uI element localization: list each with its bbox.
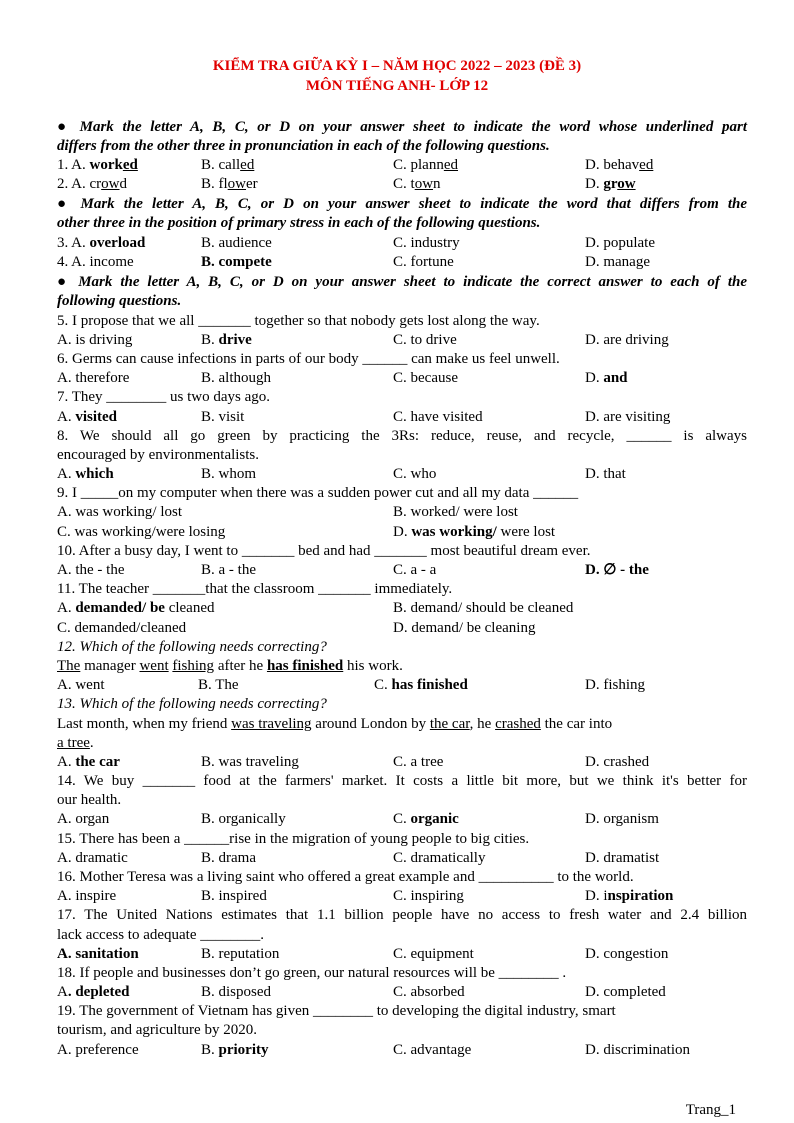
q1-option-d: D. behaved: [585, 157, 654, 173]
q11-option-a: A. demanded/ be cleaned: [57, 600, 215, 616]
q12-stem: 12. Which of the following needs correcting?: [57, 639, 327, 655]
q13-sentence-line2: a tree.: [57, 735, 94, 751]
q11-options-row1: [57, 599, 747, 618]
q7-option-d: D. are visiting: [585, 409, 671, 425]
q16-option-d: D. inspiration: [585, 888, 674, 904]
exam-subject: MÔN TIẾNG ANH- LỚP 12: [305, 78, 489, 94]
q5-stem: 5. I propose that we all _______ together so that nobody gets lost along the way.: [57, 313, 540, 329]
q16-stem: 16. Mother Teresa was a living saint who offered a great example and __________ to the world.: [57, 869, 634, 885]
q14-option-a: A. organ: [57, 811, 110, 827]
q17-option-b: B. reputation: [201, 946, 280, 962]
q4-option-c: C. fortune: [393, 254, 454, 270]
section3-instruction-line1: ● Mark the letter A, B, C, or D on your answer sheet to indicate the correct answer to each of the: [57, 274, 747, 290]
q10-option-d: D. ∅ - the: [585, 562, 649, 578]
q14-options: [57, 810, 747, 829]
q14-stem-line2: our health.: [57, 792, 122, 808]
q17-option-a: A. sanitation: [57, 946, 139, 962]
section2-instruction-line2: other three in the position of primary stress in each of the following questions.: [57, 215, 541, 231]
q4-option-a: 4. A. income: [57, 254, 134, 270]
q9-options-row2: [57, 523, 747, 542]
q11-option-c: C. demanded/cleaned: [57, 620, 187, 636]
q14-stem-line1: 14. We buy _______ food at the farmers' market. It costs a little bit more, but we think it's better for: [57, 773, 747, 789]
section3-instruction-line2: following questions.: [57, 293, 182, 309]
q2-option-a: 2. A. crowd: [57, 176, 128, 192]
q18-option-c: C. absorbed: [393, 984, 465, 1000]
q8-stem-line2: encouraged by environmentalists.: [57, 447, 260, 463]
q13-sentence-line1: Last month, when my friend was traveling around London by the car, he crashed the car into: [57, 716, 613, 732]
q1-option-b: B. called: [201, 157, 255, 173]
q13-options: [57, 753, 747, 772]
section1-instruction-line1: ● Mark the letter A, B, C, or D on your answer sheet to indicate the word whose underlined part: [57, 119, 747, 135]
q10-option-b: B. a - the: [201, 562, 256, 578]
page-number: Trang_1: [685, 1102, 736, 1118]
section2-instruction-line1: ● Mark the letter A, B, C, or D on your answer sheet to indicate the word that differs from the: [57, 196, 747, 212]
q17-stem-line1: 17. The United Nations estimates that 1.1 billion people have no access to fresh water and 2.4 billion: [57, 907, 747, 923]
question-1: [57, 156, 747, 175]
q16-option-a: A. inspire: [57, 888, 117, 904]
q15-stem: 15. There has been a ______rise in the migration of young people to big cities.: [57, 831, 530, 847]
q12-sentence: The manager went fishing after he has finished his work.: [57, 658, 403, 674]
q10-stem: 10. After a busy day, I went to _______ bed and had _______ most beautiful dream ever.: [57, 543, 591, 559]
q19-stem-line1: 19. The government of Vietnam has given ________ to developing the digital industry, smart: [57, 1003, 616, 1019]
question-2: [57, 175, 747, 194]
q5-option-a: A. is driving: [57, 332, 133, 348]
q8-option-d: D. that: [585, 466, 626, 482]
q15-option-d: D. dramatist: [585, 850, 660, 866]
q10-option-a: A. the - the: [57, 562, 125, 578]
q19-options: [57, 1041, 747, 1060]
q3-option-d: D. populate: [585, 235, 655, 251]
q5-options: [57, 331, 747, 350]
q1-option-a: 1. A. worked: [57, 157, 138, 173]
q17-option-c: C. equipment: [393, 946, 474, 962]
q9-stem: 9. I _____on my computer when there was a sudden power cut and all my data ______: [57, 485, 579, 501]
q1-option-c: C. planned: [393, 157, 459, 173]
q8-options: [57, 465, 747, 484]
q12-option-b: B. The: [198, 677, 239, 693]
q11-options-row2: [57, 619, 747, 638]
q3-option-c: C. industry: [393, 235, 460, 251]
q4-option-b: B. compete: [201, 254, 272, 270]
q2-option-b: B. flower: [201, 176, 258, 192]
q13-option-b: B. was traveling: [201, 754, 299, 770]
q13-option-c: C. a tree: [393, 754, 444, 770]
q8-stem-line1: 8. We should all go green by practicing the 3Rs: reduce, reuse, and recycle, ______ is always: [57, 428, 747, 444]
q8-option-a: A. which: [57, 466, 114, 482]
q19-stem-line2: tourism, and agriculture by 2020.: [57, 1022, 257, 1038]
q15-option-a: A. dramatic: [57, 850, 128, 866]
q15-options: [57, 849, 747, 868]
q19-option-a: A. preference: [57, 1042, 139, 1058]
q6-stem: 6. Germs can cause infections in parts of our body ______ can make us feel unwell.: [57, 351, 560, 367]
q13-option-d: D. crashed: [585, 754, 650, 770]
q4-option-d: D. manage: [585, 254, 650, 270]
q5-option-b: B. drive: [201, 332, 252, 348]
q16-option-c: C. inspiring: [393, 888, 464, 904]
q17-option-d: D. congestion: [585, 946, 669, 962]
q10-options: [57, 561, 747, 580]
q5-option-c: C. to drive: [393, 332, 457, 348]
question-3: [57, 234, 747, 253]
q6-option-a: A. therefore: [57, 370, 130, 386]
q9-option-b: B. worked/ were lost: [393, 504, 518, 520]
q9-options-row1: [57, 503, 747, 522]
q6-option-c: C. because: [393, 370, 458, 386]
question-4: [57, 253, 747, 272]
q12-option-a: A. went: [57, 677, 105, 693]
q9-option-c: C. was working/were losing: [57, 524, 226, 540]
q13-stem: 13. Which of the following needs correcting?: [57, 696, 327, 712]
q17-stem-line2: lack access to adequate ________.: [57, 927, 265, 943]
q9-option-d: D. was working/ were lost: [393, 524, 556, 540]
q10-option-c: C. a - a: [393, 562, 437, 578]
q7-stem: 7. They ________ us two days ago.: [57, 389, 271, 405]
q16-option-b: B. inspired: [201, 888, 267, 904]
q12-option-c: C. has finished: [374, 677, 468, 693]
q14-option-d: D. organism: [585, 811, 659, 827]
q18-option-a: A. depleted: [57, 984, 130, 1000]
q18-stem: 18. If people and businesses don’t go green, our natural resources will be ________ .: [57, 965, 567, 981]
q12-option-d: D. fishing: [585, 677, 645, 693]
q6-option-d: D. and: [585, 370, 628, 386]
q19-option-d: D. discrimination: [585, 1042, 690, 1058]
q2-option-c: C. town: [393, 176, 441, 192]
q16-options: [57, 887, 747, 906]
q6-option-b: B. although: [201, 370, 271, 386]
q2-option-d: D. grow: [585, 176, 636, 192]
q5-option-d: D. are driving: [585, 332, 669, 348]
q14-option-b: B. organically: [201, 811, 286, 827]
q7-option-a: A. visited: [57, 409, 118, 425]
q18-option-b: B. disposed: [201, 984, 272, 1000]
q19-option-c: C. advantage: [393, 1042, 472, 1058]
q6-options: [57, 369, 747, 388]
q7-option-b: B. visit: [201, 409, 245, 425]
q17-options: [57, 945, 747, 964]
q8-option-b: B. whom: [201, 466, 257, 482]
q7-options: [57, 408, 747, 427]
q19-option-b: B. priority: [201, 1042, 269, 1058]
exam-title: KIỂM TRA GIỮA KỲ I – NĂM HỌC 2022 – 2023 (ĐỀ 3): [212, 58, 582, 74]
q11-stem: 11. The teacher _______that the classroom _______ immediately.: [57, 581, 453, 597]
q18-options: [57, 983, 747, 1002]
q8-option-c: C. who: [393, 466, 437, 482]
q15-option-c: C. dramatically: [393, 850, 486, 866]
q3-option-b: B. audience: [201, 235, 272, 251]
q15-option-b: B. drama: [201, 850, 256, 866]
q14-option-c: C. organic: [393, 811, 459, 827]
q11-option-d: D. demand/ be cleaning: [393, 620, 536, 636]
q7-option-c: C. have visited: [393, 409, 483, 425]
q18-option-d: D. completed: [585, 984, 666, 1000]
q13-option-a: A. the car: [57, 754, 120, 770]
q12-options: [57, 676, 747, 695]
section1-instruction-line2: differs from the other three in pronunciation in each of the following questions.: [57, 138, 550, 154]
q11-option-b: B. demand/ should be cleaned: [393, 600, 574, 616]
q9-option-a: A. was working/ lost: [57, 504, 182, 520]
q3-option-a: 3. A. overload: [57, 235, 146, 251]
